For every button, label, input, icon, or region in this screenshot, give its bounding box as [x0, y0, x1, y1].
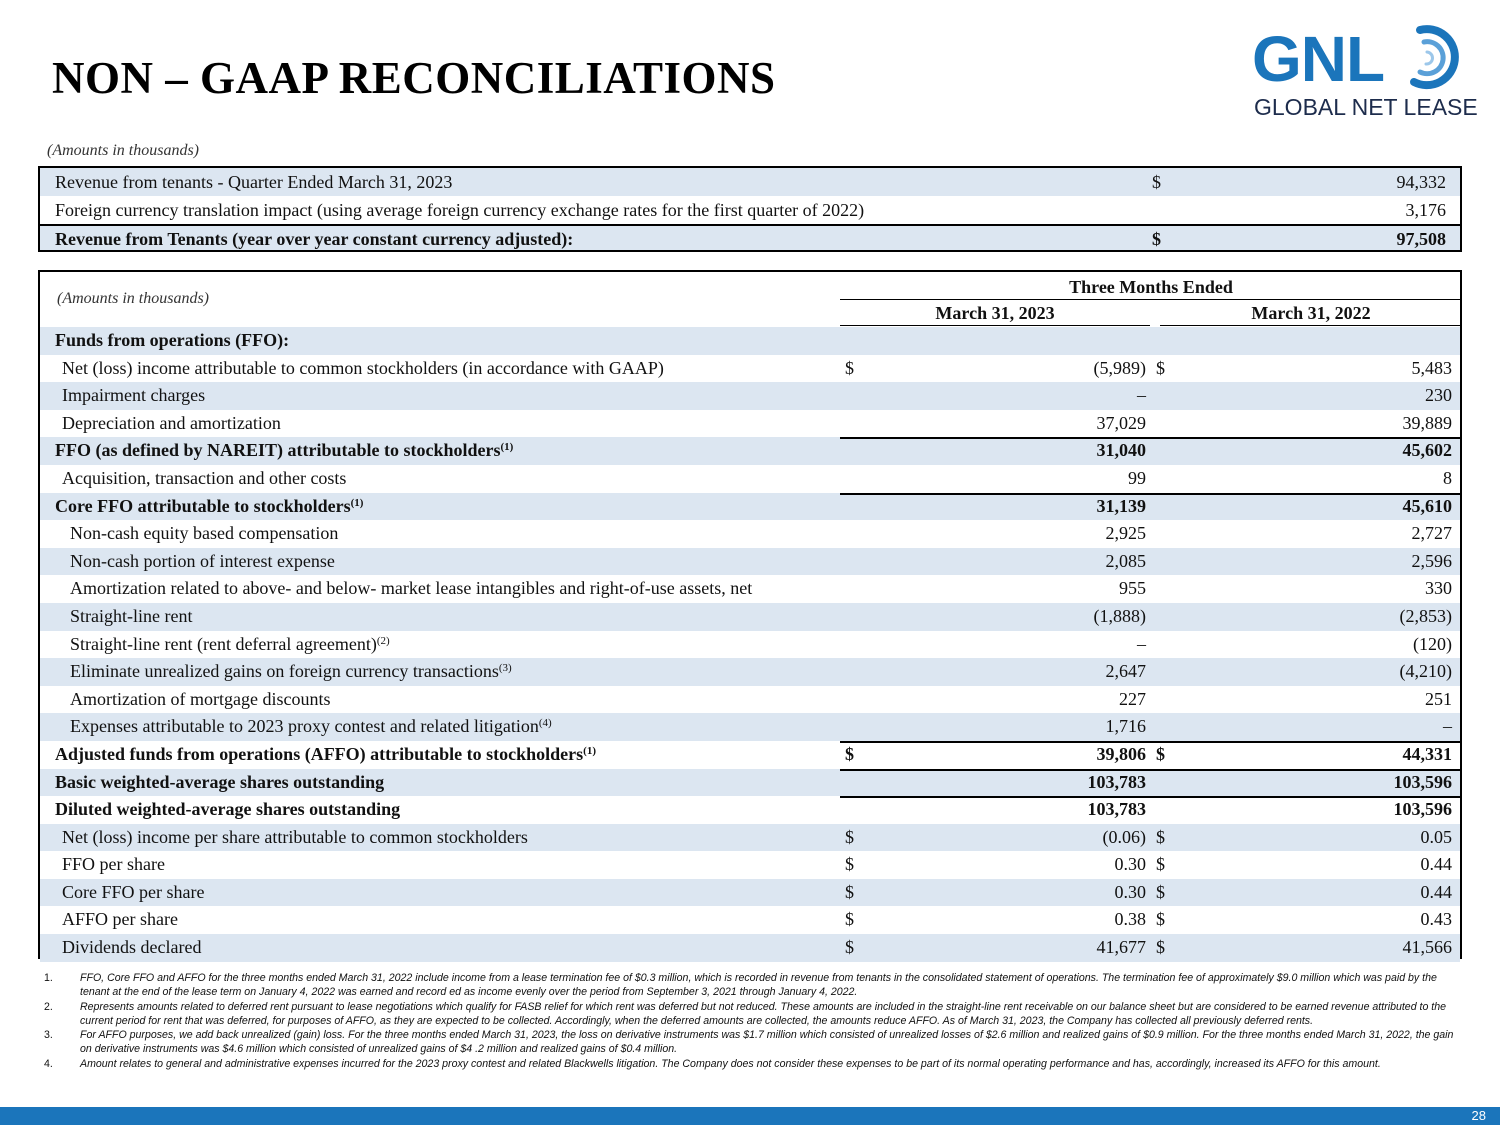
value-2023: 0.30 — [1114, 854, 1146, 875]
currency-symbol: $ — [845, 826, 854, 847]
footnote-number: 2. — [44, 1000, 53, 1013]
value-2022: 0.05 — [1420, 826, 1452, 847]
currency-symbol: $ — [845, 743, 854, 764]
currency-symbol: $ — [845, 881, 854, 902]
ffo-table — [38, 270, 1462, 959]
table-row — [40, 686, 1460, 714]
value-2022: – — [1443, 716, 1452, 737]
footnote-number: 3. — [44, 1029, 53, 1042]
table-row — [40, 168, 1460, 196]
value-2023: – — [1137, 633, 1146, 654]
value-2022: 2,727 — [1411, 523, 1452, 544]
currency-symbol: $ — [1156, 743, 1165, 764]
row-label-text: FFO per share — [62, 854, 165, 875]
row-label-text: Dividends declared — [62, 937, 202, 958]
table-row — [40, 410, 1460, 438]
currency-symbol: $ — [1152, 172, 1161, 192]
row-label — [62, 824, 528, 852]
page-number: 28 — [1471, 1108, 1486, 1123]
table-row — [40, 575, 1460, 603]
value-2023: 37,029 — [1096, 412, 1146, 433]
row-label — [70, 658, 512, 686]
row-label-text: Net (loss) income attributable to common stockholders (in accordance with GAAP) — [62, 357, 664, 378]
footnote-text: FFO, Core FFO and AFFO for the three months ended March 31, 2022 include income from a lease termination fee of $0.3 million, which is recorded in revenue from tenants in the consolidated statement of operations. The termination fee of approximately $9.0 million which was paid by the tenant at the end of the lease term on January 4, 2022 was earned and record ed as income evenly over the period from September 3, 2021 through January 4, 2022. — [80, 972, 1437, 999]
currency-symbol: $ — [1156, 937, 1165, 958]
row-label: Foreign currency translation impact (using average foreign currency exchange rates for the first quarter of 2022) — [55, 200, 865, 220]
value-2022: 2,596 — [1411, 550, 1452, 571]
value-2023: 103,783 — [1087, 799, 1146, 820]
table-row — [40, 493, 1460, 521]
column-header-2023: March 31, 2023 — [840, 300, 1150, 326]
row-label-text: FFO (as defined by NAREIT) attributable to stockholders — [55, 440, 501, 461]
table-row — [40, 879, 1460, 907]
value-2022: 0.44 — [1420, 881, 1452, 902]
revenue-table — [38, 166, 1462, 252]
currency-symbol: $ — [845, 937, 854, 958]
footnote — [40, 1028, 1460, 1057]
value-2023: 39,806 — [1096, 743, 1146, 764]
company-logo — [1250, 23, 1478, 124]
value-2022: 230 — [1425, 385, 1452, 406]
value-2023: 0.30 — [1114, 881, 1146, 902]
value-2023: 227 — [1119, 688, 1146, 709]
row-label-text: Net (loss) income per share attributable to common stockholders — [62, 826, 528, 847]
footnote-number: 1. — [44, 972, 53, 984]
row-label — [62, 355, 664, 383]
table-row-total — [40, 224, 1460, 250]
row-label-text: Eliminate unrealized gains on foreign currency transactions — [70, 661, 499, 682]
row-label-text: AFFO per share — [62, 909, 178, 930]
table-row — [40, 548, 1460, 576]
row-label — [62, 906, 178, 934]
value-2022: 251 — [1425, 688, 1452, 709]
row-value: 94,332 — [1396, 172, 1446, 192]
table-amounts-note: (Amounts in thousands) — [57, 290, 209, 307]
row-label-text: Non-cash equity based compensation — [70, 523, 339, 544]
value-2022: 45,602 — [1402, 440, 1452, 461]
table-row — [40, 824, 1460, 852]
table-row — [40, 196, 1460, 224]
footnote-ref: (4) — [538, 717, 552, 730]
value-2023: 0.38 — [1114, 909, 1146, 930]
value-2022: (4,210) — [1399, 661, 1452, 682]
logo-swirl-icon — [1400, 24, 1466, 90]
table-row — [40, 796, 1460, 824]
value-2022: 39,889 — [1402, 412, 1452, 433]
footer-bar — [0, 1107, 1500, 1125]
logo-wordmark: GNL — [1252, 23, 1385, 95]
row-label — [55, 769, 384, 797]
footnote-ref: (1) — [350, 496, 364, 509]
value-2022: 5,483 — [1411, 357, 1452, 378]
row-value: 3,176 — [1405, 200, 1446, 220]
footnote — [40, 1000, 1460, 1029]
table-row — [40, 769, 1460, 797]
currency-symbol: $ — [1156, 909, 1165, 930]
row-label-text: Acquisition, transaction and other costs — [62, 467, 347, 488]
footnote — [40, 1057, 1460, 1071]
table-row — [40, 934, 1460, 962]
row-label — [55, 493, 363, 521]
value-2022: 41,566 — [1402, 937, 1452, 958]
footnote-ref: (3) — [498, 662, 512, 675]
value-2023: 103,783 — [1087, 771, 1146, 792]
row-label-text: Expenses attributable to 2023 proxy contest and related litigation — [70, 716, 539, 737]
value-2023: 31,040 — [1096, 440, 1146, 461]
value-2023: 99 — [1128, 467, 1146, 488]
row-label-text: Diluted weighted-average shares outstanding — [55, 799, 401, 820]
value-2022: (120) — [1413, 633, 1452, 654]
table-row — [40, 465, 1460, 493]
value-2022: 0.43 — [1420, 909, 1452, 930]
row-label-text: Adjusted funds from operations (AFFO) attributable to stockholders — [55, 743, 584, 764]
row-label — [70, 548, 335, 576]
value-2022: 103,596 — [1393, 771, 1452, 792]
row-label-text: Core FFO attributable to stockholders — [55, 495, 351, 516]
currency-symbol: $ — [845, 909, 854, 930]
table-row — [40, 658, 1460, 686]
value-2023: 1,716 — [1105, 716, 1146, 737]
row-label-text: Basic weighted-average shares outstanding — [55, 771, 385, 792]
row-label-text: Depreciation and amortization — [62, 412, 281, 433]
row-label — [62, 410, 281, 438]
row-label — [62, 934, 201, 962]
value-2022: 45,610 — [1402, 495, 1452, 516]
value-2023: 41,677 — [1096, 937, 1146, 958]
value-2023: 2,925 — [1105, 523, 1146, 544]
value-2023: 2,647 — [1105, 661, 1146, 682]
table-row — [40, 437, 1460, 465]
row-label-text: Core FFO per share — [62, 881, 205, 902]
value-2023: 31,139 — [1096, 495, 1146, 516]
currency-symbol: $ — [1152, 229, 1161, 249]
value-2023: 2,085 — [1105, 550, 1146, 571]
footnote-text: Amount relates to general and administrative expenses incurred for the 2023 proxy contest and related Blackwells litigation. The Company does not consider these expenses to be part of its normal operating performance and has, accordingly, increased its AFFO for this amount. — [80, 1057, 1381, 1070]
table-row — [40, 851, 1460, 879]
value-2022: 44,331 — [1402, 743, 1452, 764]
amounts-note: (Amounts in thousands) — [47, 142, 199, 159]
row-label — [70, 520, 338, 548]
row-label — [55, 796, 400, 824]
table-row — [40, 355, 1460, 383]
table-row — [40, 327, 1460, 355]
row-label — [62, 879, 204, 907]
row-label-text: Straight-line rent (rent deferral agreement) — [70, 633, 377, 654]
row-label — [70, 575, 752, 603]
table-row — [40, 382, 1460, 410]
page-title: NON – GAAP RECONCILIATIONS — [52, 53, 776, 103]
footnote — [40, 971, 1460, 1000]
table-row — [40, 713, 1460, 741]
value-2022: 0.44 — [1420, 854, 1452, 875]
ffo-table-body — [40, 327, 1460, 962]
currency-symbol: $ — [1156, 357, 1165, 378]
table-row — [40, 631, 1460, 659]
footnote-ref: (1) — [500, 441, 514, 454]
value-2022: 103,596 — [1393, 799, 1452, 820]
row-label — [62, 465, 346, 493]
value-2023: (5,989) — [1093, 357, 1146, 378]
currency-symbol: $ — [1156, 854, 1165, 875]
row-label: Revenue from tenants - Quarter Ended March 31, 2023 — [55, 172, 453, 192]
table-row — [40, 520, 1460, 548]
value-2022: (2,853) — [1399, 605, 1452, 626]
currency-symbol: $ — [1156, 881, 1165, 902]
row-label-text: Non-cash portion of interest expense — [70, 550, 335, 571]
currency-symbol: $ — [845, 357, 854, 378]
row-label — [62, 382, 205, 410]
currency-symbol: $ — [845, 854, 854, 875]
table-row — [40, 741, 1460, 769]
footnote-text: For AFFO purposes, we add back unrealized (gain) loss. For the three months ended March 31, 2023, the loss on derivative instruments was $1.7 million which consisted of unrealized losses of $2.6 million and realized gains of $0.9 million. For the three months ended March 31, 2022, the gain on derivative instruments was $4.6 million which consisted of unrealized gains of $4 .2 million and realized gains of $0.4 million. — [80, 1029, 1454, 1056]
footnote-ref: (1) — [583, 744, 596, 757]
currency-symbol: $ — [1156, 826, 1165, 847]
footnote-ref: (2) — [376, 634, 390, 647]
column-group-header: Three Months Ended — [840, 274, 1462, 300]
value-2023: 955 — [1119, 578, 1146, 599]
footnote-text: Represents amounts related to deferred rent pursuant to lease negotiations which qualify for FASB relief for which rent was deferred but not reduced. These amounts are included in the straight-line rent receivable on our balance sheet but are considered to be earned revenue attributed to the current period for rent that was deferred, for purposes of AFFO, as they are expected to be collected. Accordingly, when the deferred amounts are collected, the amounts reduce AFFO. As of March 31, 2023, the Company has collected all previously deferred rents. — [80, 1000, 1447, 1027]
row-label-text: Funds from operations (FFO): — [55, 330, 290, 350]
row-label — [55, 437, 513, 465]
logo-subtitle: GLOBAL NET LEASE — [1254, 94, 1478, 120]
table-row — [40, 603, 1460, 631]
row-label-text: Straight-line rent — [70, 605, 193, 626]
row-label — [70, 713, 552, 741]
value-2023: – — [1137, 385, 1146, 406]
table-row — [40, 906, 1460, 934]
row-label — [55, 741, 596, 769]
row-label-text: Amortization related to above- and below- market lease intangibles and right-of-use assets, net — [70, 578, 753, 599]
row-label — [70, 686, 330, 714]
value-2023: (1,888) — [1093, 605, 1146, 626]
footnote-number: 4. — [44, 1057, 53, 1070]
row-label-text: Impairment charges — [62, 385, 206, 406]
row-label — [70, 603, 192, 631]
row-label — [62, 851, 165, 879]
row-label: Revenue from Tenants (year over year constant currency adjusted): — [55, 229, 574, 249]
value-2023: (0.06) — [1102, 826, 1146, 847]
row-label-text: Amortization of mortgage discounts — [70, 688, 331, 709]
footnotes — [40, 971, 1460, 1071]
value-2022: 330 — [1425, 578, 1452, 599]
column-header-2022: March 31, 2022 — [1160, 300, 1462, 326]
row-label — [55, 327, 289, 355]
row-label — [70, 631, 390, 659]
row-value: 97,508 — [1396, 229, 1446, 249]
value-2022: 8 — [1443, 467, 1452, 488]
